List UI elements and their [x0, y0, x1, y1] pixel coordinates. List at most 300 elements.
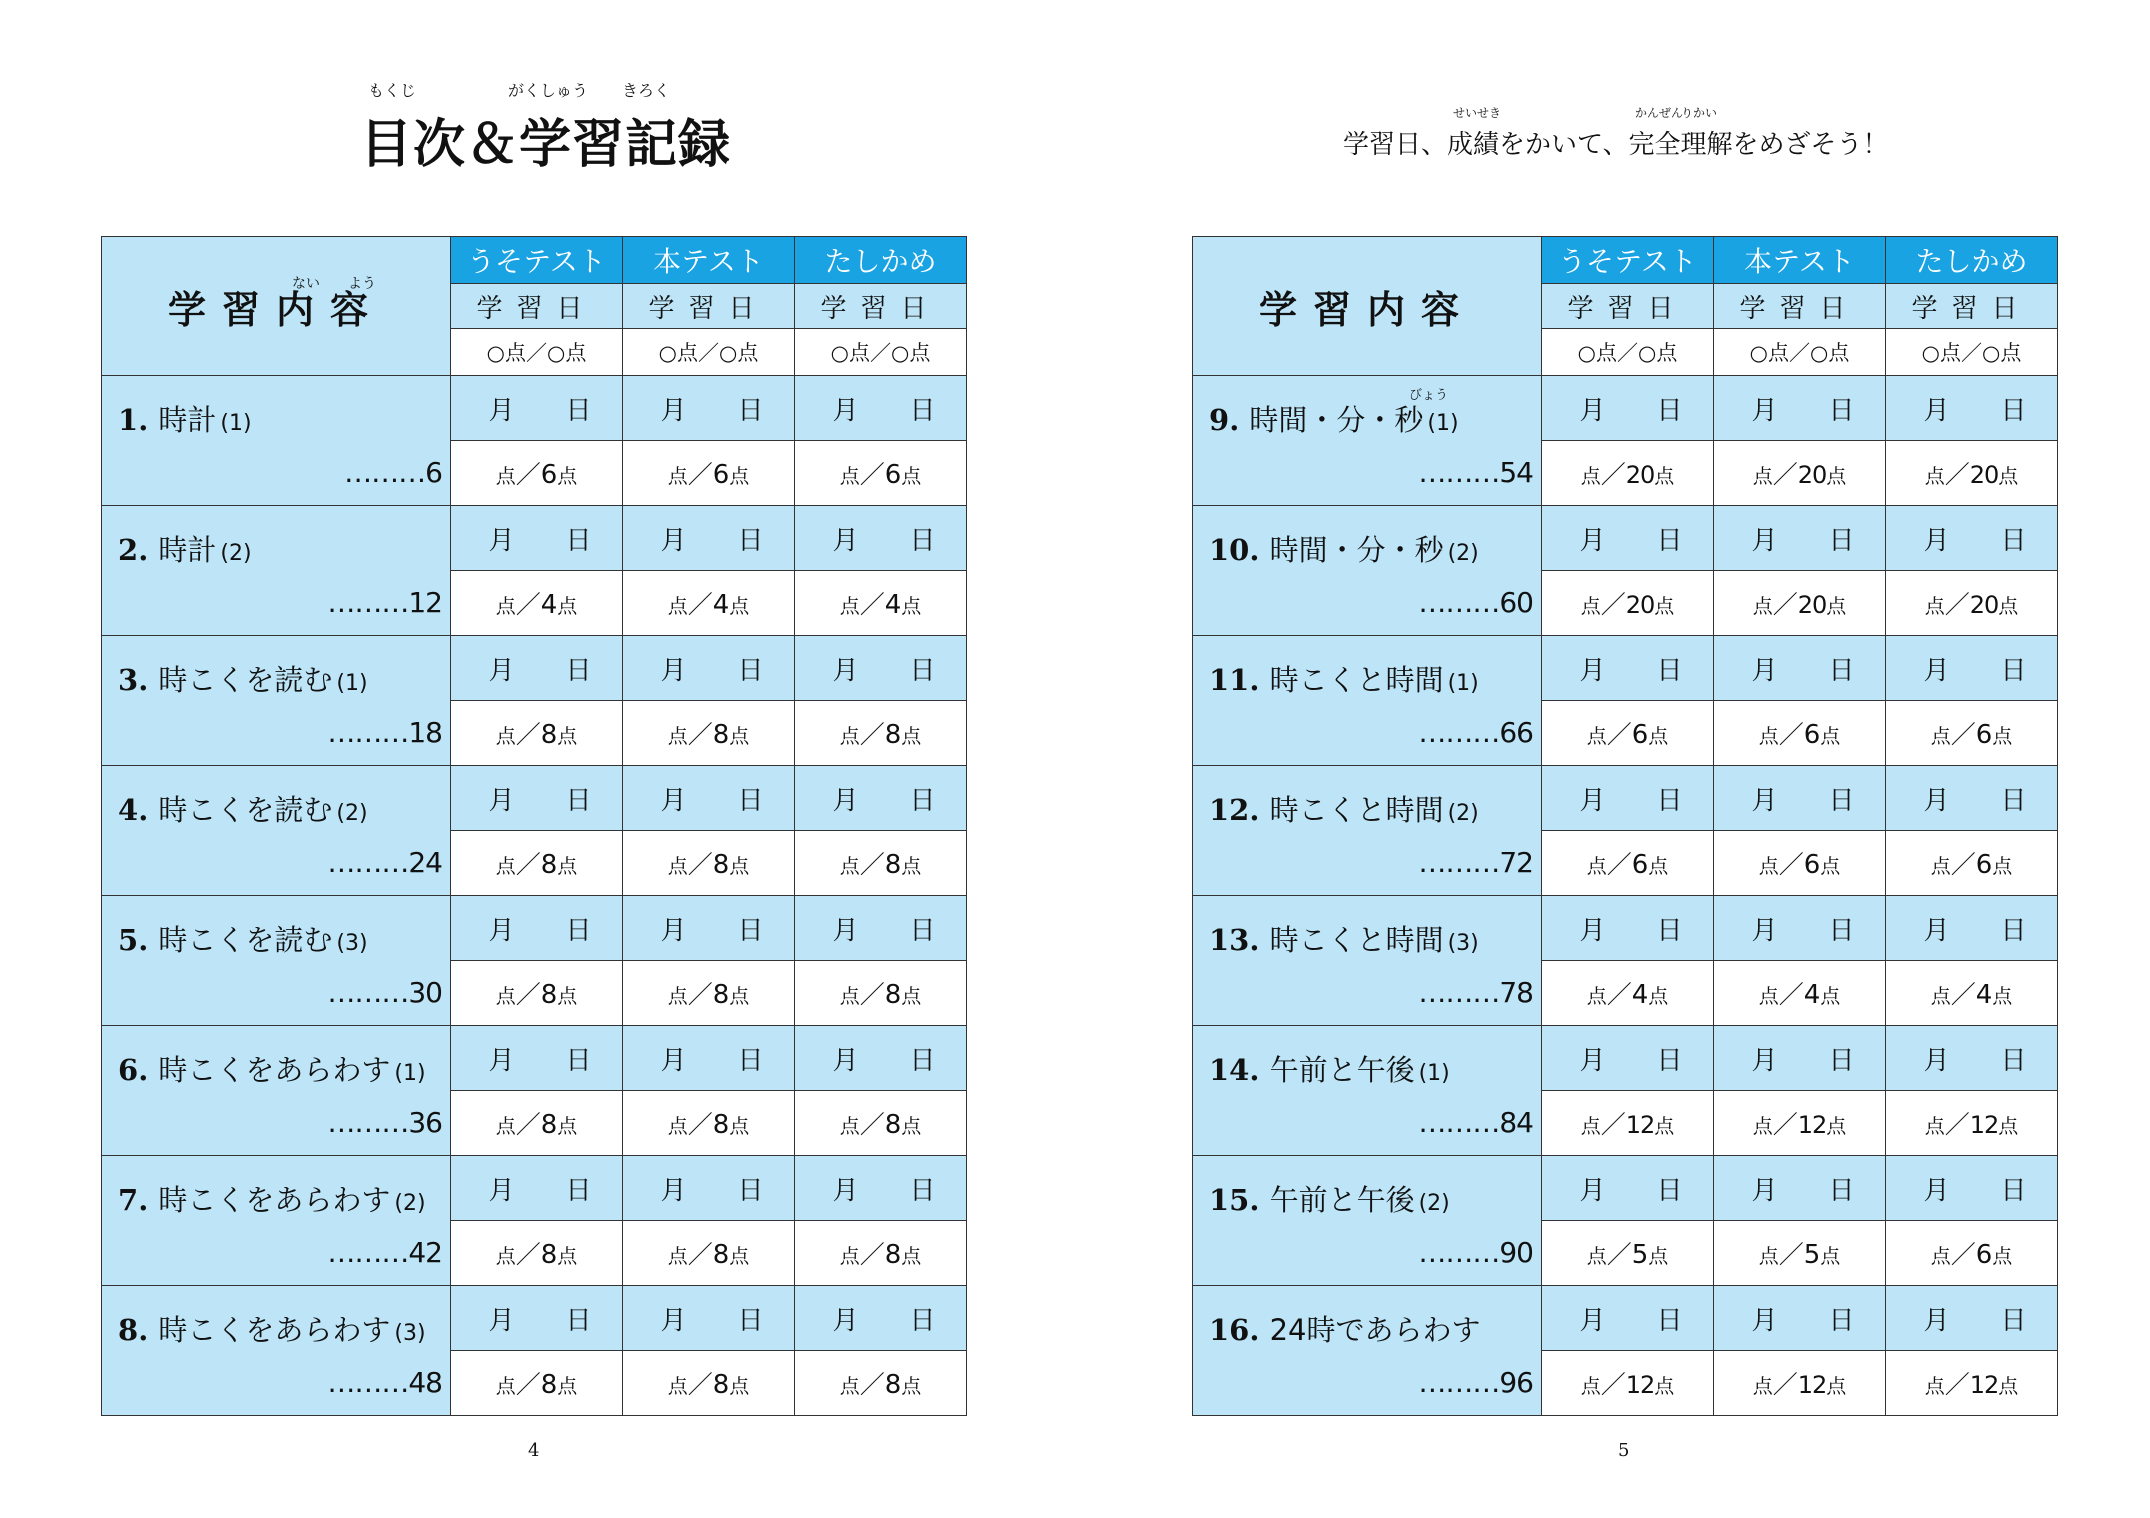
study-date-cell[interactable] — [451, 766, 623, 831]
month-label: 月 — [1579, 1175, 1606, 1206]
study-date-cell[interactable] — [1714, 1286, 1886, 1351]
points-label: 点 — [1580, 1114, 1601, 1138]
score-cell[interactable] — [1542, 701, 1714, 766]
study-date-cell[interactable] — [1886, 766, 2058, 831]
study-date-cell[interactable] — [1542, 376, 1714, 441]
points-label: 点 — [1930, 984, 1951, 1008]
item-number-dot: . — [1249, 1313, 1270, 1347]
study-date-cell[interactable] — [1714, 376, 1886, 441]
score-cell[interactable] — [795, 961, 967, 1026]
score-cell[interactable] — [1542, 1351, 1714, 1416]
month-label: 月 — [660, 915, 687, 946]
item-number: 15 — [1209, 1183, 1250, 1217]
slash: ／ — [515, 720, 541, 749]
points-label: 点 — [495, 594, 516, 618]
month-label: 月 — [832, 785, 859, 816]
score-cell[interactable] — [623, 701, 795, 766]
score-cell[interactable] — [795, 571, 967, 636]
score-cell[interactable] — [1542, 1221, 1714, 1286]
item-number: 10 — [1209, 533, 1250, 567]
slash: ／ — [1944, 1370, 1970, 1399]
item-title-text: 時計 — [158, 403, 217, 437]
score-cell[interactable] — [451, 1221, 623, 1286]
score-cell[interactable] — [1714, 1091, 1886, 1156]
study-date-cell[interactable] — [795, 1026, 967, 1091]
slash: ／ — [515, 1240, 541, 1269]
item-page: ………54 — [1418, 456, 1533, 489]
score-cell[interactable] — [451, 701, 623, 766]
points-label: 点 — [1586, 984, 1607, 1008]
month-label: 月 — [660, 1305, 687, 1336]
item-part: (3) — [1447, 931, 1479, 956]
day-label: 日 — [1828, 915, 1855, 946]
points-label: 点 — [1820, 724, 1841, 748]
points-label: 点 — [1998, 1114, 2019, 1138]
points-label: 点 — [495, 854, 516, 878]
max-score: 8 — [884, 1240, 902, 1270]
score-cell[interactable] — [1886, 961, 2058, 1026]
study-date-cell[interactable] — [1542, 636, 1714, 701]
item-number: 16 — [1209, 1313, 1250, 1347]
table-row — [102, 376, 967, 441]
score-cell[interactable] — [1542, 441, 1714, 506]
max-score: 20 — [1797, 591, 1827, 619]
table-row — [1193, 1156, 2058, 1221]
score-cell[interactable] — [795, 831, 967, 896]
study-date-cell[interactable] — [451, 1156, 623, 1221]
score-cell[interactable] — [1542, 1091, 1714, 1156]
max-score: 8 — [712, 1110, 730, 1140]
study-date-cell[interactable] — [1542, 1286, 1714, 1351]
item-label-cell — [102, 1026, 451, 1156]
max-score: 4 — [1975, 980, 1993, 1010]
max-score: 8 — [540, 850, 558, 880]
points-label: 点 — [557, 984, 578, 1008]
study-date-cell[interactable] — [795, 766, 967, 831]
study-date-cell[interactable] — [795, 1286, 967, 1351]
study-date-cell[interactable] — [623, 636, 795, 701]
item-title-text: 時こくを読む — [158, 793, 333, 827]
score-cell[interactable] — [451, 1351, 623, 1416]
month-label: 月 — [832, 1305, 859, 1336]
points-label: 点 — [1826, 1374, 1847, 1398]
max-score: 8 — [540, 1370, 558, 1400]
slash: ／ — [687, 720, 713, 749]
points-label: 点 — [839, 984, 860, 1008]
points-label: 点 — [1930, 854, 1951, 878]
max-score: 6 — [1975, 1240, 1993, 1270]
header-score-label: ○点／○点 — [1714, 329, 1886, 376]
score-cell[interactable] — [1886, 441, 2058, 506]
item-number: 4 — [118, 793, 139, 827]
points-label: 点 — [1752, 1114, 1773, 1138]
score-cell[interactable] — [451, 571, 623, 636]
study-date-cell[interactable] — [1714, 1026, 1886, 1091]
slash: ／ — [687, 460, 713, 489]
score-cell[interactable] — [1886, 1351, 2058, 1416]
score-cell[interactable] — [1714, 571, 1886, 636]
day-label: 日 — [2000, 1045, 2027, 1076]
study-date-cell[interactable] — [623, 896, 795, 961]
day-label: 日 — [1656, 655, 1683, 686]
score-cell[interactable] — [623, 441, 795, 506]
study-date-cell[interactable] — [1542, 1156, 1714, 1221]
study-date-cell[interactable] — [623, 1156, 795, 1221]
item-part: (1) — [1418, 1061, 1450, 1086]
study-date-cell[interactable] — [1886, 1026, 2058, 1091]
slash: ／ — [859, 1370, 885, 1399]
score-cell[interactable] — [795, 1091, 967, 1156]
max-score: 12 — [1969, 1371, 1999, 1399]
points-label: 点 — [729, 464, 750, 488]
item-number-dot: . — [138, 923, 159, 957]
max-score: 8 — [884, 850, 902, 880]
score-cell[interactable] — [1886, 701, 2058, 766]
study-date-cell[interactable] — [1886, 376, 2058, 441]
month-label: 月 — [488, 1175, 515, 1206]
item-number: 6 — [118, 1053, 139, 1087]
study-date-cell[interactable] — [1714, 1156, 1886, 1221]
subtitle-text: 学習日、成績をかいて、完全理解をめざそう！ — [1343, 130, 1889, 160]
score-cell[interactable] — [451, 961, 623, 1026]
points-label: 点 — [1580, 1374, 1601, 1398]
slash: ／ — [1950, 980, 1976, 1009]
score-cell[interactable] — [1886, 831, 2058, 896]
slash: ／ — [859, 1240, 885, 1269]
study-date-cell[interactable] — [451, 1026, 623, 1091]
header-date-label: 学習日 — [1886, 284, 2058, 329]
study-date-cell[interactable] — [451, 376, 623, 441]
item-label-cell — [102, 636, 451, 766]
item-number: 13 — [1209, 923, 1250, 957]
day-label: 日 — [1828, 785, 1855, 816]
score-cell[interactable] — [1886, 1091, 2058, 1156]
score-cell[interactable] — [1886, 1221, 2058, 1286]
study-date-cell[interactable] — [623, 506, 795, 571]
page-number-right: 5 — [1618, 1440, 1630, 1461]
item-page: ………60 — [1418, 586, 1533, 619]
month-label: 月 — [1751, 1305, 1778, 1336]
item-label-cell — [1193, 766, 1542, 896]
month-label: 月 — [1923, 1045, 1950, 1076]
points-label: 点 — [729, 1374, 750, 1398]
item-title-text: 時こくと時間 — [1269, 663, 1444, 697]
header-label: 学習内容 — [167, 287, 384, 332]
slash: ／ — [1778, 850, 1804, 879]
header-score-label: ○点／○点 — [1886, 329, 2058, 376]
points-label: 点 — [729, 984, 750, 1008]
day-label: 日 — [909, 525, 936, 556]
score-cell[interactable] — [1542, 571, 1714, 636]
study-date-cell[interactable] — [795, 1156, 967, 1221]
slash: ／ — [515, 1110, 541, 1139]
max-score: 5 — [1803, 1240, 1821, 1270]
score-cell[interactable] — [451, 1091, 623, 1156]
points-label: 点 — [839, 594, 860, 618]
item-page: ………96 — [1418, 1366, 1533, 1399]
study-date-cell[interactable] — [795, 636, 967, 701]
slash: ／ — [515, 1370, 541, 1399]
points-label: 点 — [557, 854, 578, 878]
points-label: 点 — [1654, 1374, 1675, 1398]
score-cell[interactable] — [623, 1221, 795, 1286]
item-number-dot: . — [138, 1053, 159, 1087]
slash: ／ — [1606, 980, 1632, 1009]
item-label-cell — [1193, 1286, 1542, 1416]
score-cell[interactable] — [1886, 571, 2058, 636]
study-date-cell[interactable] — [1542, 896, 1714, 961]
slash: ／ — [1772, 1370, 1798, 1399]
day-label: 日 — [1656, 1045, 1683, 1076]
day-label: 日 — [565, 785, 592, 816]
table-row — [102, 1026, 967, 1091]
points-label: 点 — [1998, 1374, 2019, 1398]
month-label: 月 — [488, 1045, 515, 1076]
score-cell[interactable] — [795, 1351, 967, 1416]
slash: ／ — [687, 980, 713, 1009]
item-title — [118, 918, 368, 959]
ruby-text: よう — [348, 276, 376, 292]
score-cell[interactable] — [623, 571, 795, 636]
slash: ／ — [1772, 1110, 1798, 1139]
score-cell[interactable] — [1714, 1351, 1886, 1416]
day-label: 日 — [565, 395, 592, 426]
month-label: 月 — [488, 525, 515, 556]
item-ruby: びょう — [1409, 388, 1449, 403]
score-cell[interactable] — [623, 961, 795, 1026]
month-label: 月 — [1751, 525, 1778, 556]
max-score: 12 — [1625, 1371, 1655, 1399]
day-label: 日 — [737, 655, 764, 686]
points-label: 点 — [1586, 1244, 1607, 1268]
score-cell[interactable] — [1542, 831, 1714, 896]
item-page: ………36 — [327, 1106, 442, 1139]
day-label: 日 — [1656, 915, 1683, 946]
item-page: ………12 — [327, 586, 442, 619]
item-part: (2) — [1447, 801, 1479, 826]
item-title — [118, 528, 252, 569]
points-label: 点 — [1992, 724, 2013, 748]
study-date-cell[interactable] — [1542, 1026, 1714, 1091]
item-part: (2) — [394, 1191, 426, 1216]
table-row — [1193, 1026, 2058, 1091]
score-cell[interactable] — [1714, 831, 1886, 896]
points-label: 点 — [901, 724, 922, 748]
day-label: 日 — [565, 655, 592, 686]
item-part: (1) — [1447, 671, 1479, 696]
points-label: 点 — [1998, 594, 2019, 618]
points-label: 点 — [901, 854, 922, 878]
month-label: 月 — [1923, 915, 1950, 946]
table-row — [102, 766, 967, 831]
study-date-cell[interactable] — [451, 896, 623, 961]
day-label: 日 — [737, 395, 764, 426]
item-part: (1) — [1427, 411, 1459, 436]
table-row — [102, 1156, 967, 1221]
max-score: 8 — [712, 980, 730, 1010]
points-label: 点 — [1924, 594, 1945, 618]
points-label: 点 — [495, 984, 516, 1008]
day-label: 日 — [909, 785, 936, 816]
slash: ／ — [859, 980, 885, 1009]
month-label: 月 — [660, 395, 687, 426]
item-number-dot: . — [1249, 663, 1270, 697]
points-label: 点 — [1924, 1114, 1945, 1138]
day-label: 日 — [565, 915, 592, 946]
item-part: (1) — [220, 411, 252, 436]
study-date-cell[interactable] — [623, 1286, 795, 1351]
points-label: 点 — [729, 854, 750, 878]
month-label: 月 — [1751, 395, 1778, 426]
day-label: 日 — [737, 1045, 764, 1076]
item-label-cell — [102, 766, 451, 896]
score-cell[interactable] — [1542, 961, 1714, 1026]
score-cell[interactable] — [623, 1091, 795, 1156]
max-score: 8 — [712, 1240, 730, 1270]
study-date-cell[interactable] — [623, 1026, 795, 1091]
study-date-cell[interactable] — [623, 376, 795, 441]
month-label: 月 — [1923, 525, 1950, 556]
item-part: (1) — [336, 671, 368, 696]
max-score: 5 — [1631, 1240, 1649, 1270]
score-cell[interactable] — [451, 831, 623, 896]
points-label: 点 — [667, 984, 688, 1008]
item-title — [1209, 1308, 1484, 1349]
item-title — [1209, 528, 1479, 569]
study-date-cell[interactable] — [1886, 636, 2058, 701]
item-title-text: 午前と午後 — [1269, 1183, 1415, 1217]
study-date-cell[interactable] — [451, 1286, 623, 1351]
item-number: 9 — [1209, 403, 1230, 437]
study-date-cell[interactable] — [1886, 1156, 2058, 1221]
item-number-dot: . — [138, 1313, 159, 1347]
points-label: 点 — [495, 1244, 516, 1268]
item-number-dot: . — [138, 533, 159, 567]
item-page: ………30 — [327, 976, 442, 1009]
day-label: 日 — [2000, 525, 2027, 556]
day-label: 日 — [1828, 1045, 1855, 1076]
month-label: 月 — [832, 915, 859, 946]
header-test-name: 本テスト — [623, 237, 795, 284]
max-score: 4 — [540, 590, 558, 620]
study-date-cell[interactable] — [1714, 636, 1886, 701]
study-date-cell[interactable] — [1886, 896, 2058, 961]
points-label: 点 — [1820, 984, 1841, 1008]
slash: ／ — [1600, 590, 1626, 619]
study-date-cell[interactable] — [1542, 766, 1714, 831]
study-date-cell[interactable] — [795, 896, 967, 961]
points-label: 点 — [729, 1114, 750, 1138]
table-row — [1193, 766, 2058, 831]
score-cell[interactable] — [623, 831, 795, 896]
slash: ／ — [1778, 980, 1804, 1009]
score-cell[interactable] — [795, 701, 967, 766]
table-row — [1193, 1286, 2058, 1351]
points-label: 点 — [1654, 1114, 1675, 1138]
item-number-dot: . — [138, 663, 159, 697]
score-cell[interactable] — [1714, 441, 1886, 506]
month-label: 月 — [1579, 1045, 1606, 1076]
item-title — [118, 1178, 426, 1219]
study-date-cell[interactable] — [451, 506, 623, 571]
title-text: 目次＆学習記録 — [360, 115, 732, 175]
day-label: 日 — [1656, 395, 1683, 426]
score-cell[interactable] — [451, 441, 623, 506]
max-score: 4 — [1803, 980, 1821, 1010]
slash: ／ — [1600, 1370, 1626, 1399]
month-label: 月 — [1751, 785, 1778, 816]
points-label: 点 — [667, 1114, 688, 1138]
study-date-cell[interactable] — [623, 766, 795, 831]
day-label: 日 — [1828, 525, 1855, 556]
ruby-text: ない — [292, 276, 320, 292]
header-score-label: ○点／○点 — [1542, 329, 1714, 376]
item-title-text: 時こくをあらわす — [158, 1313, 391, 1347]
item-part: (3) — [336, 931, 368, 956]
points-label: 点 — [667, 1244, 688, 1268]
max-score: 8 — [884, 1110, 902, 1140]
month-label: 月 — [1923, 1175, 1950, 1206]
study-date-cell[interactable] — [1886, 1286, 2058, 1351]
score-cell[interactable] — [795, 1221, 967, 1286]
score-cell[interactable] — [1714, 1221, 1886, 1286]
slash: ／ — [1944, 590, 1970, 619]
item-page: ………90 — [1418, 1236, 1533, 1269]
study-date-cell[interactable] — [1542, 506, 1714, 571]
item-page: ………66 — [1418, 716, 1533, 749]
points-label: 点 — [1654, 594, 1675, 618]
day-label: 日 — [1656, 525, 1683, 556]
max-score: 8 — [540, 1240, 558, 1270]
max-score: 6 — [1631, 720, 1649, 750]
day-label: 日 — [2000, 915, 2027, 946]
month-label: 月 — [1751, 1175, 1778, 1206]
study-date-cell[interactable] — [795, 376, 967, 441]
study-date-cell[interactable] — [1886, 506, 2058, 571]
slash: ／ — [687, 590, 713, 619]
points-label: 点 — [1648, 854, 1669, 878]
table-row — [1193, 506, 2058, 571]
header-date-label: 学習日 — [1714, 284, 1886, 329]
item-title — [118, 658, 368, 699]
item-title — [118, 1048, 426, 1089]
score-cell[interactable] — [795, 441, 967, 506]
item-page: ………84 — [1418, 1106, 1533, 1139]
table-row — [102, 1286, 967, 1351]
max-score: 8 — [712, 850, 730, 880]
month-label: 月 — [1579, 915, 1606, 946]
header-label-cell — [1193, 237, 1542, 376]
score-cell[interactable] — [623, 1351, 795, 1416]
slash: ／ — [687, 1110, 713, 1139]
study-date-cell[interactable] — [1714, 896, 1886, 961]
item-part: (3) — [394, 1321, 426, 1346]
slash: ／ — [1600, 460, 1626, 489]
score-cell[interactable] — [1714, 701, 1886, 766]
day-label: 日 — [2000, 1305, 2027, 1336]
study-date-cell[interactable] — [1714, 506, 1886, 571]
slash: ／ — [1606, 1240, 1632, 1269]
study-date-cell[interactable] — [1714, 766, 1886, 831]
points-label: 点 — [1758, 1244, 1779, 1268]
score-cell[interactable] — [1714, 961, 1886, 1026]
slash: ／ — [1772, 460, 1798, 489]
study-date-cell[interactable] — [795, 506, 967, 571]
points-label: 点 — [1752, 1374, 1773, 1398]
study-date-cell[interactable] — [451, 636, 623, 701]
slash: ／ — [859, 590, 885, 619]
points-label: 点 — [1998, 464, 2019, 488]
